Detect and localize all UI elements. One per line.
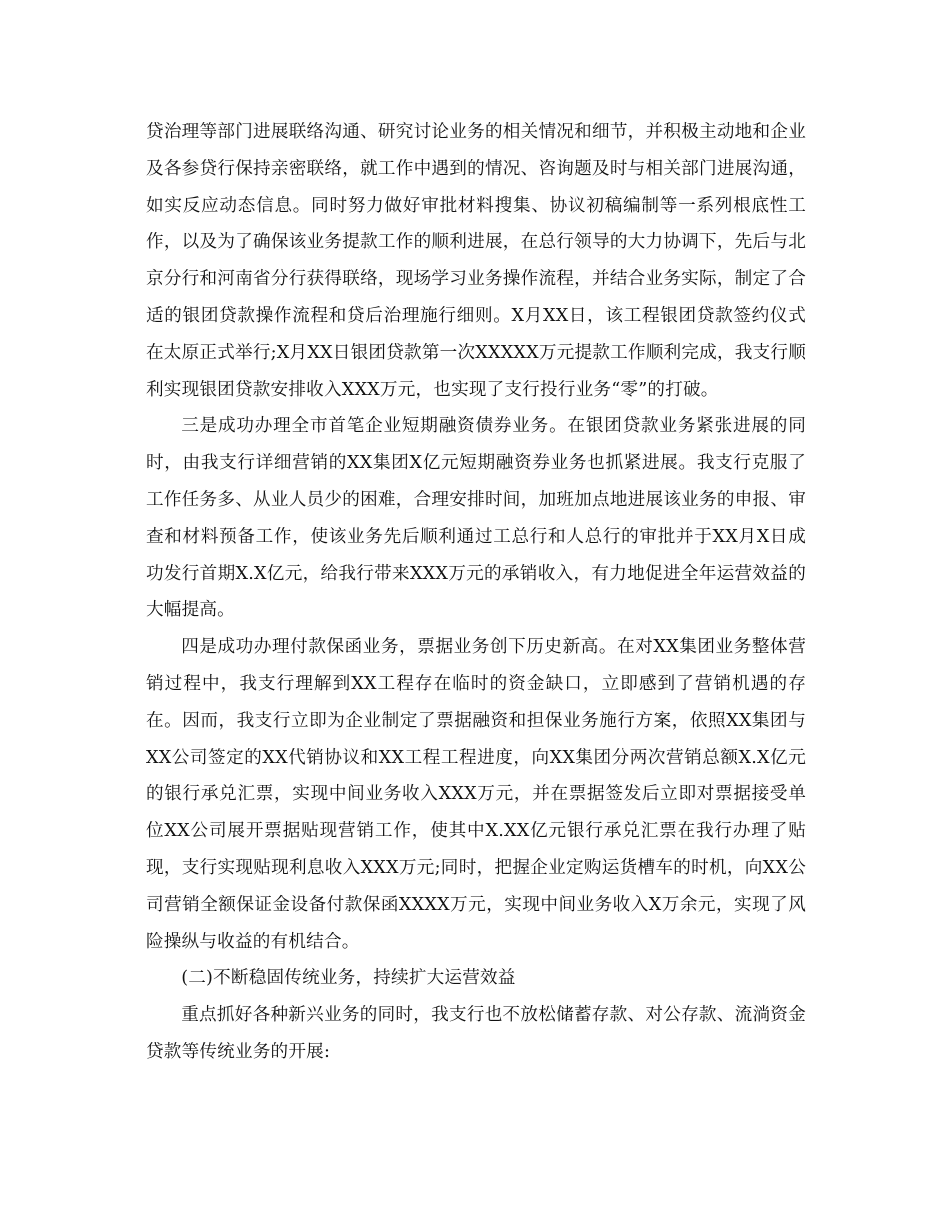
paragraph-traditional-business: 重点抓好各种新兴业务的同时，我支行也不放松储蓄存款、对公存款、流淌资金贷款等传统业务的开展: (146, 1005, 806, 1062)
paragraph-loan-process: 贷治理等部门进展联络沟通、研究讨论业务的相关情况和细节，并积极主动地和企业及各参贷行保持亲密联络，就工作中遇到的情况、咨询题及时与相关部门进展沟通，如实反应动态信息。同时努力做好审批材料搜集、协议初稿编制等一系列根底性工作，以及为了确保该业务提款工作的顺利进展，在总行领导的大力协调下，先后与北京分行和河南省分行获得联络，现场学习业务操作流程，并结合业务实际，制定了合适的银团贷款操作流程和贷后治理施行细则。X月XX日，该工程银团贷款签约仪式在太原正式举行;X月XX日银团贷款第一次XXXXX万元提款工作顺利完成，我支行顺利实现银团贷款安排收入XXX万元，也实现了支行投行业务“零”的打破。 (146, 122, 806, 400)
paragraph-short-term-bond: 三是成功办理全市首笔企业短期融资债券业务。在银团贷款业务紧张进展的同时，由我支行详细营销的XX集团X亿元短期融资券业务也抓紧进展。我支行克服了工作任务多、从业人员少的困难，合理安排时间，加班加点地进展该业务的申报、审查和材料预备工作，使该业务先后顺利通过工总行和人总行的审批并于XX月X日成功发行首期X.X亿元，给我行带来XXX万元的承销收入，有力地促进全年运营效益的大幅提高。 (146, 416, 806, 621)
document-body (146, 114, 806, 1071)
paragraph-payment-guarantee: 四是成功办理付款保函业务，票据业务创下历史新高。在对XX集团业务整体营销过程中，我支行理解到XX工程存在临时的资金缺口，立即感到了营销机遇的存在。因而，我支行立即为企业制定了票据融资和担保业务施行方案，依照XX集团与XX公司签定的XX代销协议和XX工程工程进度，向XX集团分两次营销总额X.X亿元的银行承兑汇票，实现中间业务收入XXX万元，并在票据签发后立即对票据接受单位XX公司展开票据贴现营销工作，使其中X.XX亿元银行承兑汇票在我行办理了贴现，支行实现贴现利息收入XXX万元;同时，把握企业定购运货槽车的时机，向XX公司营销全额保证金设备付款保函XXXX万元，实现中间业务收入X万余元，实现了风险操纵与收益的有机结合。 (146, 637, 806, 952)
section-heading-traditional-business: (二)不断稳固传统业务，持续扩大运营效益 (181, 968, 516, 989)
